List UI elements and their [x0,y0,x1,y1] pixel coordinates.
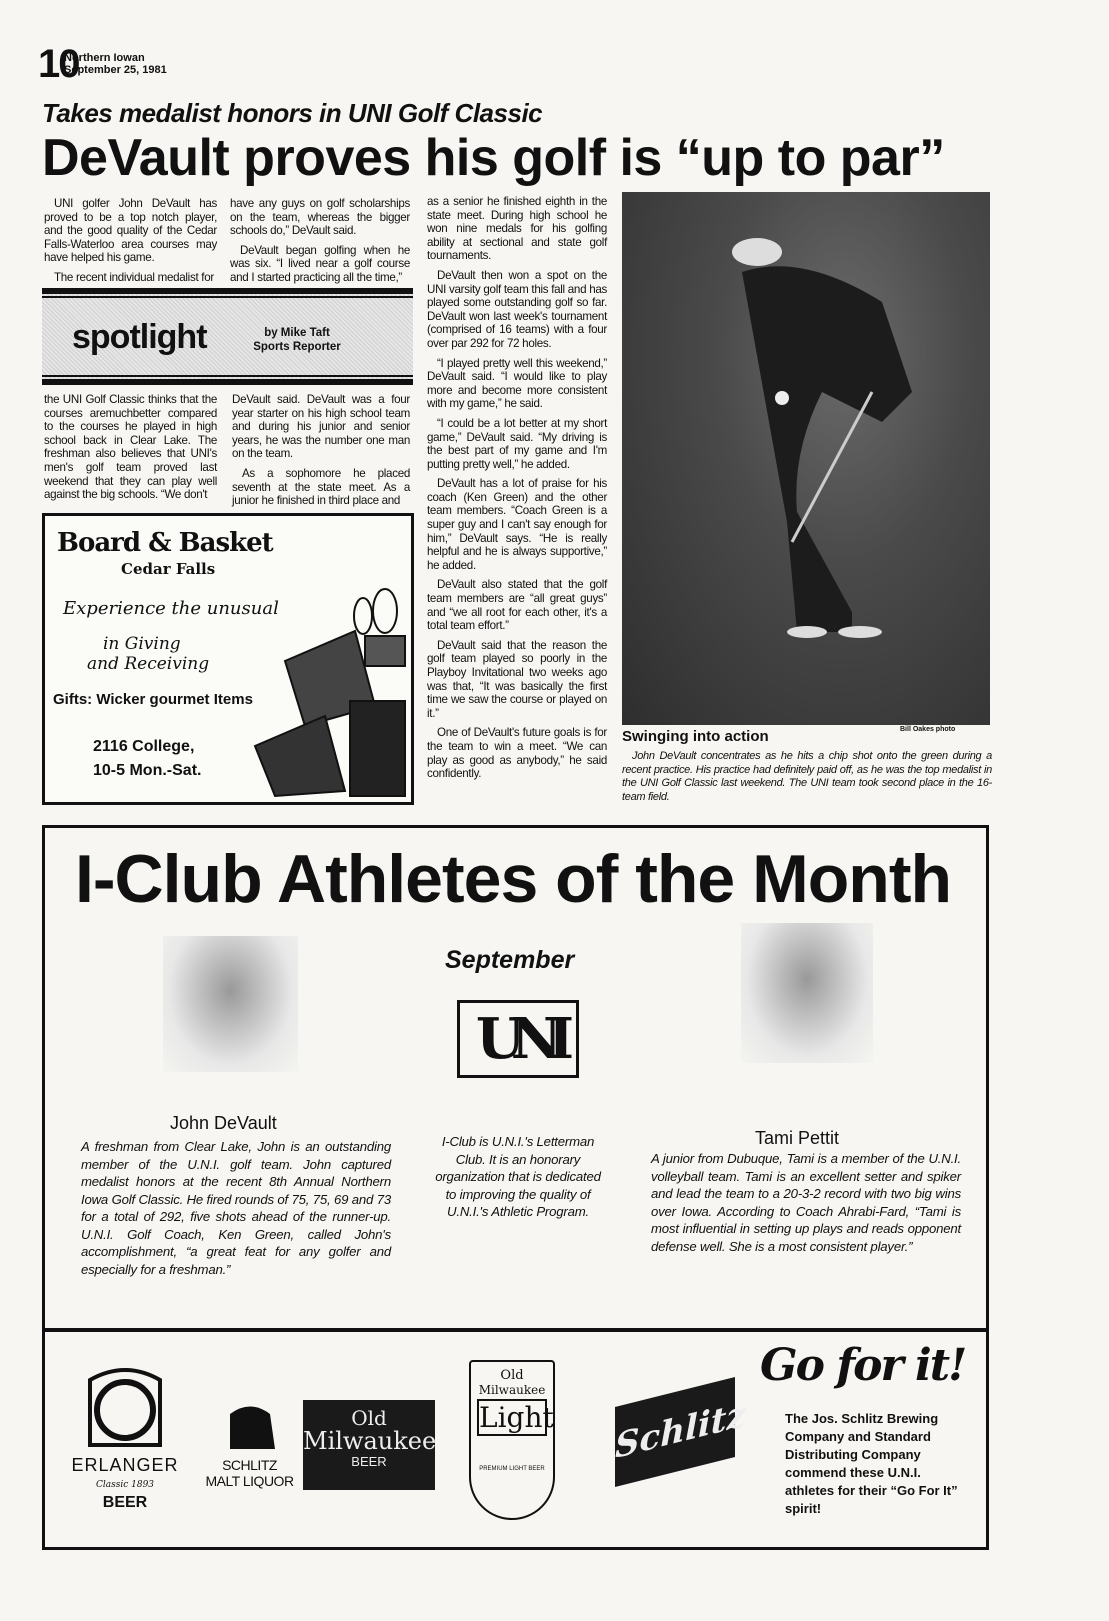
golf-photo [622,192,990,725]
iclub-title: I-Club Athletes of the Month [75,841,952,917]
author: by Mike Taft [264,327,330,339]
ad-logo: Board & Basket [57,528,273,558]
iclub-description: I-Club is U.N.I.'s Letterman Club. It is an honorary organization that is dedicated to improving the quality of U.N.I.'s Athletic Program. [435,1134,601,1219]
paragraph: DeVault then won a spot on the UNI varsity golf team this fall and has played some outstanding golf so far. DeVault won last week's tournament (comprised of 16 teams) with a four over par 292 for 72 holes. [427,268,607,350]
caption-title: Swinging into action [622,728,769,745]
byline [242,326,352,354]
tami-pettit-photo [741,923,873,1063]
ad-city: Cedar Falls [121,560,216,578]
erlanger-sub: Classic 1893 [95,1480,155,1490]
uni-logo: UNI [457,1000,579,1078]
spotlight-banner [42,288,413,385]
paragraph: the UNI Golf Classic thinks that the courses aremuchbetter compared to the courses he played in high school back in Clear Lake. The freshman also believes that UNI's men's golf team proved last weekend that they can play well against the big schools. “We don't [44,393,217,502]
paragraph: as a senior he finished eighth in the state meet. During high school he won nine medals for his golfing ability at sectional and state golf tournaments. [427,195,607,263]
om-line2: Milwaukee [303,1427,437,1455]
spotlight-label: spotlight [72,318,207,356]
schlitz-malt-line1: SCHLITZ [222,1457,277,1473]
article-kicker: Takes medalist honors in UNI Golf Classic [42,98,543,128]
paragraph: DeVault said that the reason the golf team played so poorly in the Playboy Invitational two weeks ago was that, “It was basically the first time we saw the course or played on it.” [427,638,607,720]
paragraph: The recent individual medalist for [54,270,214,284]
oml-line2: Milwaukee [478,1383,546,1397]
paragraph: “I could be a lot better at my short game,” DeVault said. “My driving is the best part of my game and I'm putting pretty well,” he added. [427,416,607,471]
column-2-bottom [232,393,410,514]
column-1-top [44,197,217,291]
oml-line1: Old [500,1368,524,1383]
issue-date: September 25, 1981 [64,64,167,76]
athlete-bio: A junior from Dubuque, Tami is a member of the U.N.I. volleyball team. Tami is an excellent setter and spiker and lead the team to a 20-3-2 record with two big wins over Iowa. According to Coach Ahrabi-Fard, “Tami is most influential in setting up plays and reads opponent defense well. She is a most consistent player.” [651,1151,961,1254]
schlitz-malt-line2: MALT LIQUOR [205,1473,294,1489]
paragraph: As a sophomore he placed seventh at the state meet. As a junior he finished in third place and [232,466,410,508]
photo-credit: Bill Oakes photo [900,726,956,733]
paragraph: UNI golfer John DeVault has proved to be a top notch player, and the good quality of the Cedar Falls-Waterloo area courses may have helped his game. [44,197,217,265]
paper-name: Northern Iowan [64,52,145,64]
john-devault-photo [163,936,298,1072]
crest-icon [80,1360,170,1450]
paragraph: DeVault also stated that the golf team members are “all great guys” and “we all root for each other, it's a total team effort.” [427,578,607,633]
column-3 [427,195,607,787]
athlete-name: John DeVault [170,1113,277,1133]
basket-illustration [245,556,410,801]
ad-tagline: Experience the unusual [63,598,279,619]
erlanger-logo [65,1360,185,1512]
om-line1: Old [351,1406,387,1430]
ad-tagline: and Receiving [87,654,210,674]
ad-gifts: Gifts: Wicker gourmet Items [53,691,253,708]
sponsor-ad [42,1328,989,1550]
athlete-name: Tami Pettit [755,1128,840,1148]
page-number: 10 [38,42,79,86]
paragraph: DeVault began golfing when he was six. “I lived near a golf course and I started practicing all the time,” [230,243,410,284]
oml-ring: PREMIUM LIGHT BEER [479,1466,545,1472]
oml-line3: Light [479,1401,554,1434]
paragraph: “I played pretty well this weekend,” DeVault said. “I would like to play more and become more consistent with my game,” he said. [427,356,607,411]
go-for-it-slogan: Go for it! [760,1340,966,1391]
bull-icon [220,1394,280,1454]
erlanger-beer: BEER [102,1494,148,1511]
golfer-figure [622,192,990,725]
schlitz-logo: Schlitz [615,1377,735,1487]
board-basket-ad [42,513,414,805]
column-1-bottom [44,393,217,508]
sponsor-message: The Jos. Schlitz Brewing Company and Standard Distributing Company commend these U.N.I. athletes for their “Go For It” spirit! [785,1411,958,1516]
athlete-bio: A freshman from Clear Lake, John is an outstanding member of the U.N.I. golf team. John captured medalist honors at the recent 8th Annual Northern Iowa Golf Classic. He fired rounds of 75, 75, 69 and 73 for a total of 292, five shots ahead of the runner-up. U.N.I. Golf Coach, Ken Green, called John's accomplishment, “a great feat for any golfer and especially for a freshman.” [81,1139,391,1277]
paragraph: DeVault has a lot of praise for his coach (Ken Green) and the other team members. “Coach Green is a super guy and I can't say enough for him,” DeVault says. “He is really helpful and he is always supportive,” he added. [427,477,607,572]
author-role: Sports Reporter [253,341,341,353]
month-label: September [445,946,575,974]
old-milwaukee-light-logo [469,1360,555,1520]
column-2-top [230,197,410,291]
iclub-section [42,825,989,1331]
old-milwaukee-logo [303,1400,435,1490]
masthead [64,52,167,76]
paragraph: One of DeVault's future goals is for the team to win a meet. “We can play as good as anybody,” he said confidently. [427,726,607,781]
om-line3: BEER [351,1454,387,1469]
ad-address: 2116 College, [93,738,195,755]
article-headline: DeVault proves his golf is “up to par” [42,129,945,187]
ad-tagline: in Giving [103,634,181,654]
paragraph: have any guys on golf scholarships on the team, whereas the bigger schools do,” DeVault said. [230,197,410,238]
schlitz-malt-liquor-logo [197,1394,302,1489]
paragraph: DeVault said. DeVault was a four year starter on his high school team and during his junior and senior years, he was the number one man on the team. [232,393,410,461]
erlanger-name: ERLANGER [71,1455,179,1475]
ad-hours: 10-5 Mon.-Sat. [93,762,202,779]
photo-caption: John DeVault concentrates as he hits a chip shot onto the green during a recent practice. His practice had definitely paid off, as he was the top medalist in the UNI Golf Classic last weekend. The UNI team took second place in the 16-team field. [622,750,992,803]
